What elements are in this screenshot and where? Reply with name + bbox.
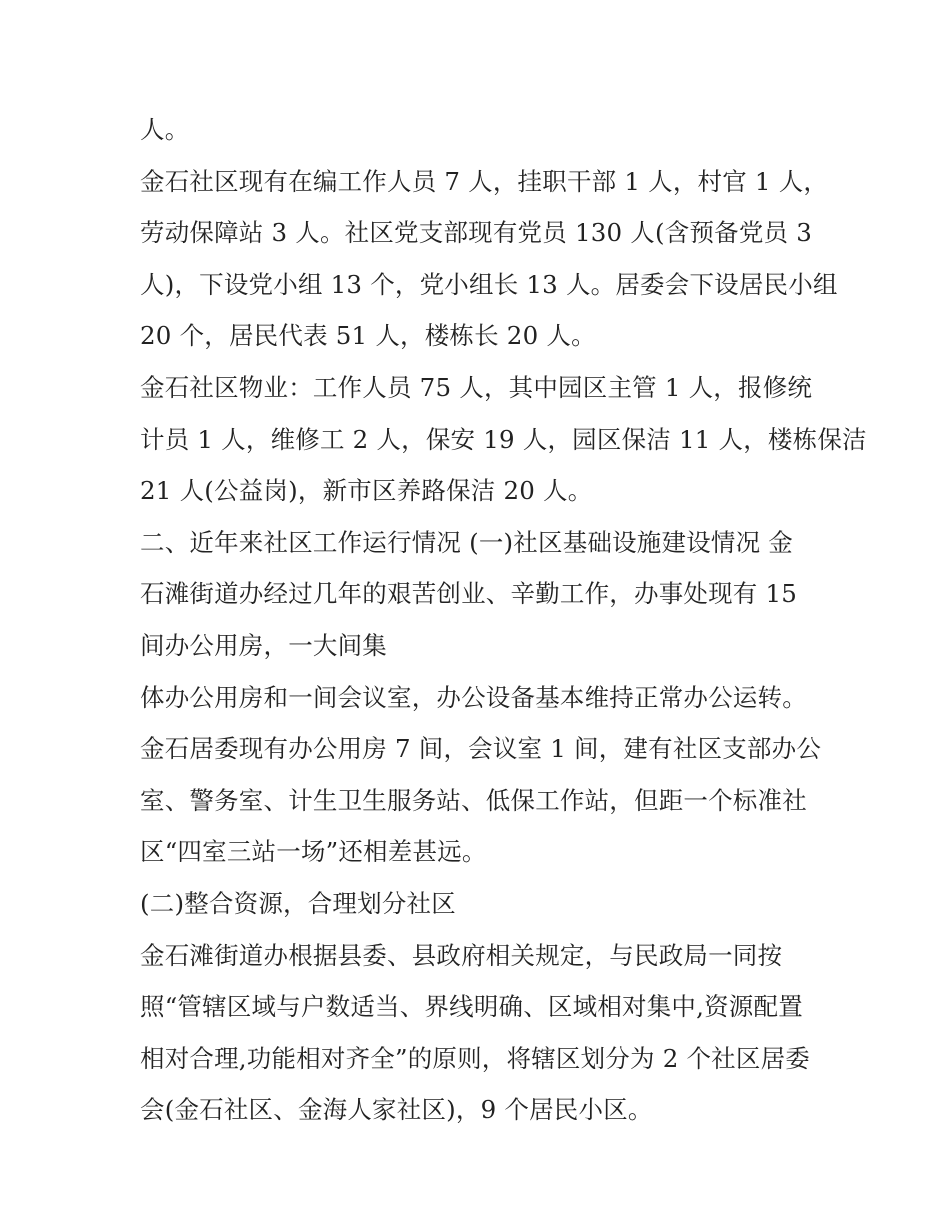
text-line: 相对合理,功能相对齐全”的原则，将辖区划分为 2 个社区居委 xyxy=(140,1043,810,1073)
text-line: 金石社区物业：工作人员 75 人，其中园区主管 1 人，报修统 xyxy=(140,372,813,402)
text-line: 人)，下设党小组 13 个，党小组长 13 人。居委会下设居民小组 xyxy=(140,269,838,299)
text-line: 照“管辖区域与户数适当、界线明确、区域相对集中,资源配置 xyxy=(140,992,803,1022)
text-line: 会(金石社区、金海人家社区)，9 个居民小区。 xyxy=(140,1095,653,1125)
text-line: 区“四室三站一场”还相差甚远。 xyxy=(140,837,487,867)
text-line: 金石滩街道办根据县委、县政府相关规定，与民政局一同按 xyxy=(140,940,783,970)
text-line: 计员 1 人，维修工 2 人，保安 19 人，园区保洁 11 人，楼栋保洁 xyxy=(140,424,867,454)
section-heading: 二、近年来社区工作运行情况 (一)社区基础设施建设情况 金 xyxy=(140,527,793,557)
text-line: 21 人(公益岗)，新市区养路保洁 20 人。 xyxy=(140,476,593,506)
text-line: 20 个，居民代表 51 人，楼栋长 20 人。 xyxy=(140,321,596,351)
subsection-heading: (二)整合资源，合理划分社区 xyxy=(140,888,456,918)
text-line: 金石社区现有在编工作人员 7 人，挂职干部 1 人，村官 1 人， xyxy=(140,166,829,196)
text-line: 石滩街道办经过几年的艰苦创业、辛勤工作，办事处现有 15 xyxy=(140,579,798,609)
text-line: 室、警务室、计生卫生服务站、低保工作站，但距一个标准社 xyxy=(140,785,807,815)
text-line: 金石居委现有办公用房 7 间，会议室 1 间，建有社区支部办公 xyxy=(140,734,822,764)
text-line: 人。 xyxy=(140,115,190,144)
text-line: 体办公用房和一间会议室，办公设备基本维持正常办公运转。 xyxy=(140,682,807,712)
document-page xyxy=(140,104,867,1136)
text-line: 劳动保障站 3 人。社区党支部现有党员 130 人(含预备党员 3 xyxy=(140,218,813,248)
text-line: 间办公用房，一大间集 xyxy=(140,630,387,660)
